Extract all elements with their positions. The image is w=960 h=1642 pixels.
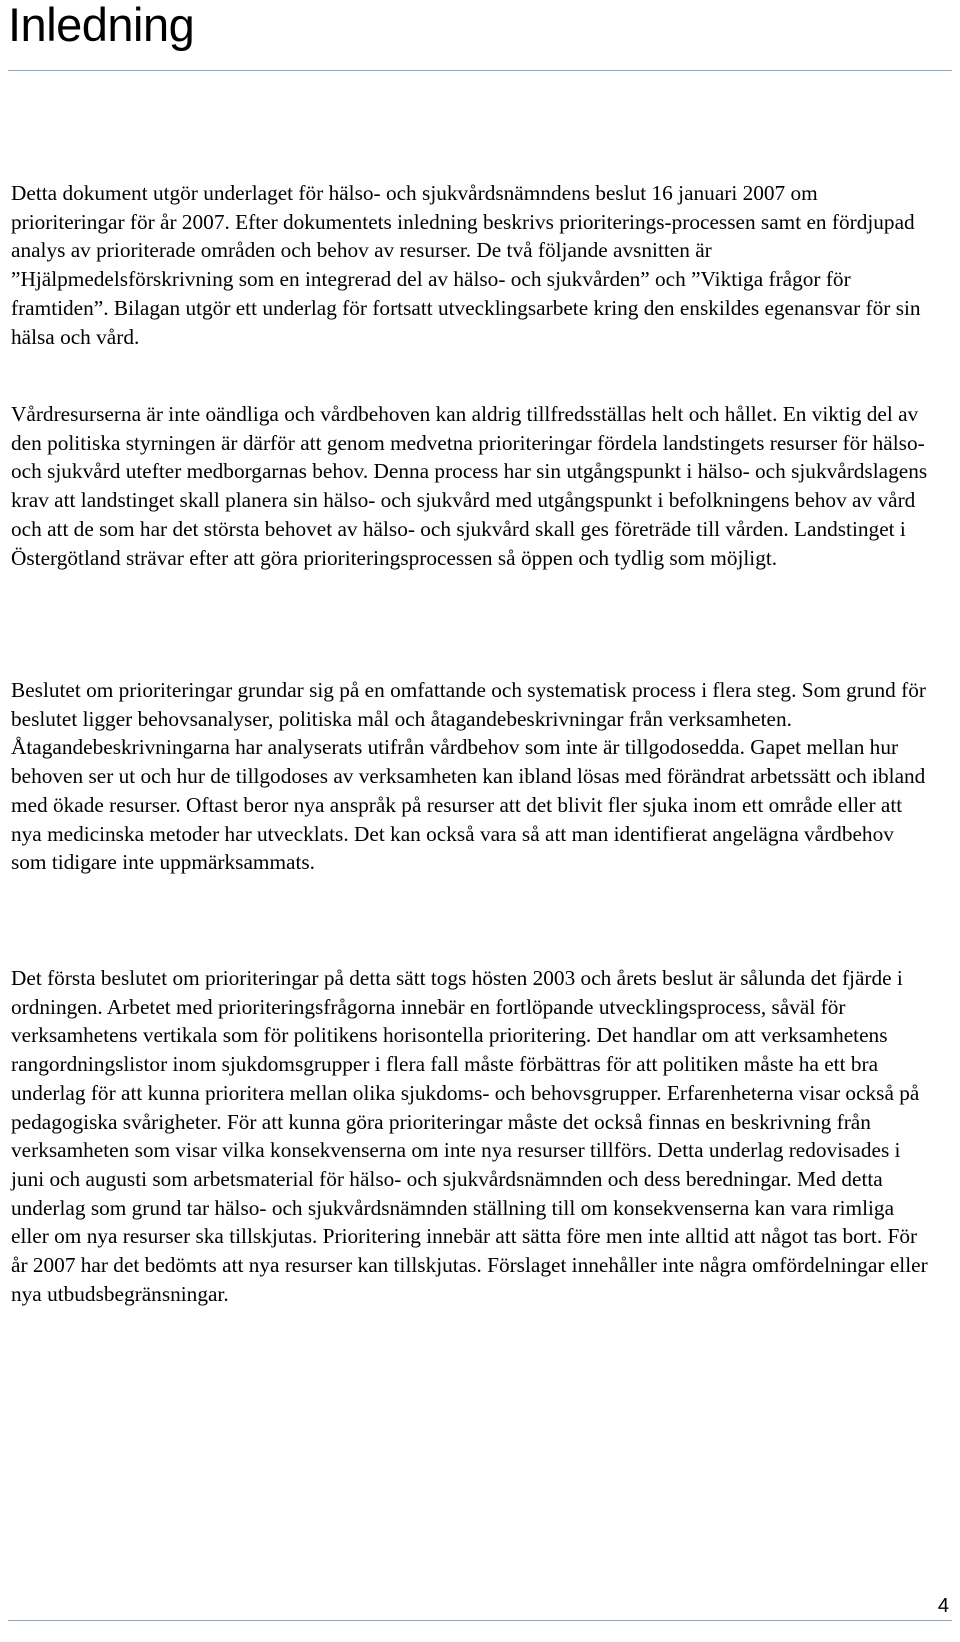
- paragraph-resources: Vårdresurserna är inte oändliga och vårdbehoven kan aldrig tillfredsställas helt och hållet. En viktig del av den politiska styrningen är därför att genom medvetna prioriteringar fördela landstingets resurser för hälso- och sjukvård utefter medborgarnas behov. Denna process har sin utgångspunkt i hälso- och sjukvårdslagens krav att landstinget skall planera sin hälso- och sjukvård med utgångspunkt i befolkningens behov av vård och att de som har det största behovet av hälso- och sjukvård skall ges företräde till vården. Landstinget i Östergötland strävar efter att göra prioriteringsprocessen så öppen och tydlig som möjligt.: [11, 402, 928, 570]
- page-title: Inledning: [8, 0, 195, 51]
- paragraph-decision-process: Beslutet om prioriteringar grundar sig på en omfattande och systematisk process i flera steg. Som grund för beslutet ligger behovsanalyser, politiska mål och åtagandebeskrivningar från verksamheten. Åtagandebeskrivningarna har analyserats utifrån vårdbehov som inte är tillgodosedda. Gapet mellan hur behoven ser ut och hur de tillgodoses av verksamheten kan ibland lösas med förändrat arbetssätt och ibland med ökade resurser. Oftast beror nya anspråk på resurser att det blivit fler sjuka inom ett område eller att nya medicinska metoder har utvecklats. Det kan också vara så att man identifierat angelägna vårdbehov som tidigare inte uppmärksammats.: [11, 678, 926, 875]
- header-divider: [8, 70, 952, 71]
- page-number: 4: [937, 1595, 949, 1617]
- footer-divider: [8, 1620, 952, 1621]
- paragraph-history: Det första beslutet om prioriteringar på detta sätt togs hösten 2003 och årets beslut är sålunda det fjärde i ordningen. Arbetet med prioriteringsfrågorna innebär en fortlöpande utvecklingsprocess, såväl för verksamhetens vertikala som för politikens horisontella prioritering. Det handlar om att verksamhetens rangordningslistor inom sjukdomsgrupper i flera fall måste förbättras för att politiken måste ha ett bra underlag för att kunna prioritera mellan olika sjukdoms- och behovsgrupper. Erfarenheterna visar också på pedagogiska svårigheter. För att kunna göra prioriteringar måste det också finnas en beskrivning från verksamheten som visar vilka konsekvenserna om inte nya resurser tillförs. Detta underlag redovisades i juni och augusti som arbetsmaterial för hälso- och sjukvårdsnämnden och dess beredningar. Med detta underlag som grund tar hälso- och sjukvårdsnämnden ställning till om konsekvenserna kan vara rimliga eller om nya resurser ska tillskjutas. Prioritering innebär att sätta före men inte alltid att något tas bort. För år 2007 har det bedömts att nya resurser kan tillskjutas. Förslaget innehåller inte några omfördelningar eller nya utbudsbegränsningar.: [11, 966, 928, 1306]
- paragraph-intro: Detta dokument utgör underlaget för hälso- och sjukvårdsnämndens beslut 16 januari 2007 om prioriteringar för år 2007. Efter dokumentets inledning beskrivs prioriterings-processen samt en fördjupad analys av prioriterade områden och behov av resurser. De två följande avsnitten är ”Hjälpmedelsförskrivning som en integrerad del av hälso- och sjukvården” och ”Viktiga frågor för framtiden”. Bilagan utgör ett underlag för fortsatt utvecklingsarbete kring den enskildes egenansvar för sin hälsa och vård.: [11, 181, 921, 349]
